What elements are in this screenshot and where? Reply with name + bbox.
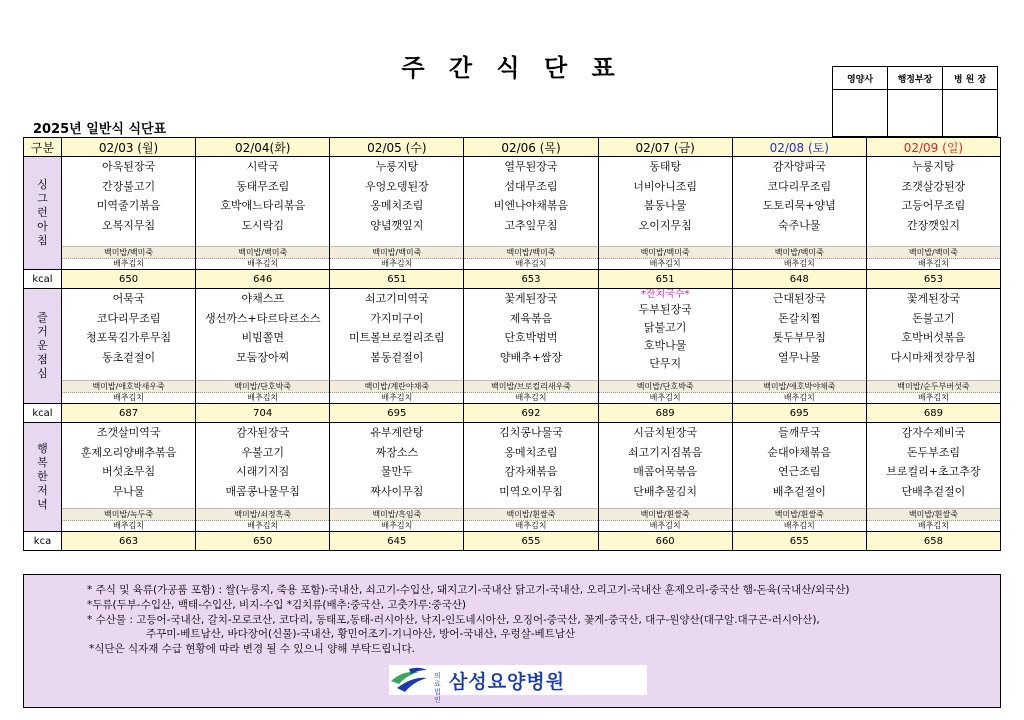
menu-item: 물만두	[380, 465, 413, 478]
kimchi: 배추김치	[464, 259, 597, 269]
menu-cell	[866, 289, 1000, 404]
meal-label	[24, 289, 62, 404]
logo-small-text: 의료법인	[434, 672, 441, 704]
kcal-row	[24, 270, 1001, 289]
kcal-value: 650	[196, 532, 330, 551]
kcal-value: 692	[464, 404, 598, 423]
weekly-menu-table	[23, 137, 1001, 551]
kcal-value: 646	[196, 270, 330, 289]
menu-item: 봄동나물	[643, 199, 687, 212]
rice-porridge: 백미밥/백미죽	[196, 246, 329, 259]
meal-name: 행복한저녁	[37, 442, 48, 511]
menu-item: 다시마채젓장무침	[890, 350, 976, 364]
kimchi: 배추김치	[464, 521, 597, 531]
menu-item: 고추잎무침	[504, 218, 558, 232]
menu-cell	[464, 157, 598, 270]
meal-label	[24, 157, 62, 270]
header-day-0: 02/03 (월)	[62, 138, 196, 157]
menu-cell	[62, 423, 196, 532]
menu-item: 매콤콩나물무침	[225, 484, 300, 498]
menu-item: 돈두부조림	[906, 445, 960, 459]
menu-item: 생선까스+타르타르소스	[204, 311, 321, 325]
menu-item: 감자된장국	[236, 426, 290, 439]
menu-item: 양념깻잎지	[370, 218, 424, 232]
kcal-label: kca	[24, 532, 62, 551]
menu-item: 열무된장국	[504, 160, 558, 173]
menu-cell	[196, 157, 330, 270]
menu-item: 가지미구이	[370, 311, 424, 325]
menu-cell	[598, 157, 732, 270]
menu-item: 너비아니조림	[633, 179, 698, 193]
menu-item: 어묵국	[112, 292, 145, 305]
kcal-value: 655	[464, 532, 598, 551]
rice-porridge: 백미밥/흰쌀죽	[464, 508, 597, 521]
logo-swoosh-icon	[389, 666, 429, 694]
kcal-value: 655	[732, 532, 866, 551]
kimchi: 배추김치	[62, 259, 195, 269]
header-day-5: 02/08 (토)	[732, 138, 866, 157]
menu-item: 감자양파국	[772, 160, 826, 173]
menu-item: 조갯살미역국	[96, 426, 161, 439]
kcal-value: 653	[866, 270, 1000, 289]
note-line-1: * 주식 및 육류(가공품 포함) : 쌀(누룽지, 죽용 포함)-국내산, 쇠고기-수입산, 돼지고기-국내산 닭고기-국내산, 오리고기-국내산 훈제오리-중국산 햄-돈육(국내산/외국산)	[87, 584, 850, 596]
menu-item: 연근조림	[778, 465, 821, 478]
kimchi: 배추김치	[330, 259, 463, 269]
kcal-row	[24, 404, 1001, 423]
header-day-4: 02/07 (금)	[598, 138, 732, 157]
menu-item: 호박버섯볶음	[901, 331, 966, 344]
rice-porridge: 백미밥/순두부버섯죽	[867, 380, 1000, 393]
menu-item: 감자수제비국	[901, 426, 966, 439]
rice-porridge: 백미밥/백미죽	[62, 246, 195, 259]
rice-porridge: 백미밥/흑임죽	[330, 508, 463, 521]
menu-item: 돈갈치찜	[778, 311, 821, 325]
kcal-value: 660	[598, 532, 732, 551]
rice-porridge: 백미밥/브로컬리새우죽	[464, 380, 597, 393]
menu-item: 봄동겉절이	[370, 350, 424, 364]
approval-box	[832, 66, 998, 137]
menu-item: 시락국	[246, 160, 279, 173]
kcal-value: 687	[62, 404, 196, 423]
menu-item: 야채스프	[241, 292, 284, 305]
kcal-value: 695	[732, 404, 866, 423]
menu-cell	[62, 157, 196, 270]
menu-item: 근대된장국	[772, 292, 826, 305]
note-line-3: * 수산물 : 고등어-국내산, 갈치-모로코산, 코다리, 동태포,동태-러시아산, 낙지-인도네시아산, 오징어-중국산, 꽃게-중국산, 대구-원양산(대구알.대구곤-러시아산),	[87, 614, 820, 626]
kcal-value: 658	[866, 532, 1000, 551]
menu-item: 꽃게된장국	[504, 292, 558, 305]
rice-porridge: 백미밥/녹두죽	[62, 508, 195, 521]
note-line-4: 주꾸미-베트남산, 바다장어(신물)-국내산, 황민어조기-기니아산, 방어-국내산, 우렁살-베트남산	[146, 628, 576, 640]
menu-item: 우불고기	[241, 445, 284, 459]
menu-item: 짜장소스	[375, 445, 419, 459]
rice-porridge: 백미밥/단호박죽	[599, 380, 732, 393]
menu-cell	[330, 157, 464, 270]
approval-sign-admin	[888, 90, 943, 137]
menu-item: 모둠장아찌	[236, 350, 290, 364]
menu-item: 도시락김	[241, 218, 284, 232]
rice-porridge: 백미밥/단호박죽	[196, 380, 329, 393]
menu-item: 유부계란탕	[370, 426, 424, 439]
kimchi: 배추김치	[867, 393, 1000, 403]
menu-item: 브로컬리+초고추장	[886, 465, 981, 478]
menu-cell	[598, 423, 732, 532]
kcal-value: 663	[62, 532, 196, 551]
header-row	[24, 138, 1001, 157]
meal-name: 싱그런아침	[37, 178, 48, 247]
menu-item: 감자채볶음	[504, 465, 558, 478]
menu-item: 톳두부무침	[772, 331, 826, 344]
approval-label-admin: 행정부장	[888, 67, 943, 90]
menu-item: 호박애느타리볶음	[220, 199, 306, 212]
menu-item: 비빔쫄면	[241, 331, 284, 344]
menu-item: 오이지무침	[638, 218, 692, 232]
kimchi: 배추김치	[599, 521, 732, 531]
special-menu-item: *잔치국수*	[640, 289, 690, 300]
menu-item: 버섯초무침	[102, 465, 156, 478]
menu-cell	[196, 289, 330, 404]
menu-item: 두부된장국	[638, 303, 692, 316]
menu-item: 우엉오뎅된장	[364, 179, 429, 193]
menu-item: 누룽지탕	[912, 160, 955, 173]
menu-item: 섬대무조림	[504, 179, 558, 193]
logo-name: 삼성요양병원	[449, 670, 566, 693]
menu-item: 동초겉절이	[102, 350, 156, 364]
header-day-2: 02/05 (수)	[330, 138, 464, 157]
menu-item: 고등어무조림	[901, 199, 966, 212]
rice-porridge: 백미밥/쇠정흑죽	[196, 508, 329, 521]
kcal-row	[24, 532, 1001, 551]
note-line-5: *식단은 식자재 수급 현황에 따라 변경 될 수 있으니 양해 부탁드립니다.	[89, 643, 415, 655]
kimchi: 배추김치	[330, 521, 463, 531]
rice-porridge: 백미밥/흰쌀죽	[733, 508, 866, 521]
rice-porridge: 백미밥/백미죽	[330, 246, 463, 259]
menu-item: 미트볼브로컬리조림	[349, 331, 445, 344]
menu-cell	[62, 289, 196, 404]
menu-item: 제육볶음	[509, 311, 553, 325]
rice-porridge: 백미밥/백미죽	[464, 246, 597, 259]
menu-item: 도토리묵+양념	[762, 199, 836, 212]
menu-item: 아욱된장국	[102, 160, 156, 173]
menu-cell	[732, 157, 866, 270]
menu-item: 쇠고기지짐볶음	[627, 445, 703, 459]
menu-item: 숙주나물	[778, 218, 821, 232]
rice-porridge: 백미밥/백미죽	[599, 246, 732, 259]
header-day-6: 02/09 (일)	[866, 138, 1000, 157]
menu-cell	[866, 423, 1000, 532]
menu-subtitle: 2025년 일반식 식단표	[33, 122, 167, 137]
menu-item: 쇠고기미역국	[364, 292, 429, 305]
kcal-label: kcal	[24, 270, 62, 289]
kimchi: 배추김치	[867, 259, 1000, 269]
rice-porridge: 백미밥/흰쌀죽	[599, 508, 732, 521]
meal-label	[24, 423, 62, 532]
menu-item: 훈제오리양배추볶음	[80, 445, 177, 459]
menu-cell	[866, 157, 1000, 270]
meal-row	[24, 289, 1001, 404]
menu-item: 단무지	[649, 357, 682, 370]
menu-item: 동태탕	[649, 160, 682, 173]
kcal-label: kcal	[24, 404, 62, 423]
kimchi: 배추김치	[62, 393, 195, 403]
kimchi: 배추김치	[464, 393, 597, 403]
hospital-logo	[389, 665, 647, 704]
kimchi: 배추김치	[196, 393, 329, 403]
kimchi: 배추김치	[867, 521, 1000, 531]
menu-item: 호박나물	[643, 339, 687, 352]
kimchi: 배추김치	[62, 521, 195, 531]
kcal-value: 648	[732, 270, 866, 289]
menu-item: 시금치된장국	[633, 426, 698, 439]
approval-label-nutritionist: 영양사	[833, 67, 888, 90]
kcal-value: 689	[598, 404, 732, 423]
menu-item: 꽃게된장국	[906, 292, 960, 305]
approval-sign-director	[943, 90, 998, 137]
menu-cell	[330, 289, 464, 404]
menu-item: 닭불고기	[643, 321, 687, 334]
menu-item: 들깨무국	[778, 426, 821, 439]
menu-cell	[732, 423, 866, 532]
menu-item: 매콤어묵볶음	[633, 465, 698, 478]
menu-item: 옹메치조림	[504, 445, 558, 459]
menu-item: 열무나물	[778, 350, 821, 364]
meal-row	[24, 157, 1001, 270]
menu-cell	[732, 289, 866, 404]
menu-item: 비엔나야채볶음	[493, 199, 569, 212]
kcal-value: 695	[330, 404, 464, 423]
menu-item: 순대야채볶음	[767, 445, 832, 459]
menu-cell	[598, 289, 732, 404]
menu-cell	[464, 289, 598, 404]
kimchi: 배추김치	[733, 259, 866, 269]
menu-item: 옹메치조림	[370, 199, 424, 212]
menu-cell	[330, 423, 464, 532]
menu-item: 시래기지짐	[236, 465, 290, 478]
menu-item: 양배추+쌈장	[499, 350, 563, 364]
kimchi: 배추김치	[599, 393, 732, 403]
approval-sign-nutritionist	[833, 90, 888, 137]
kcal-value: 704	[196, 404, 330, 423]
meal-name: 즐거운점심	[37, 311, 48, 380]
kimchi: 배추김치	[733, 521, 866, 531]
approval-label-director: 병 원 장	[943, 67, 998, 90]
page-title: 주 간 식 단 표	[401, 54, 623, 82]
kimchi: 배추김치	[196, 259, 329, 269]
kimchi: 배추김치	[330, 393, 463, 403]
menu-item: 조갯살강된장	[901, 179, 966, 193]
kcal-value: 651	[598, 270, 732, 289]
menu-item: 돈불고기	[912, 311, 955, 325]
menu-item: 단호박범벅	[504, 331, 558, 344]
kcal-value: 651	[330, 270, 464, 289]
menu-item: 배추겉절이	[772, 484, 826, 498]
kimchi: 배추김치	[733, 393, 866, 403]
kcal-value: 645	[330, 532, 464, 551]
header-day-1: 02/04(화)	[196, 138, 330, 157]
menu-item: 코다리무조림	[767, 179, 832, 193]
menu-item: 오복지무침	[102, 218, 156, 232]
menu-item: 동태무조림	[236, 179, 290, 193]
menu-item: 청포묵김가루무침	[86, 331, 172, 344]
menu-item: 미역줄기볶음	[96, 199, 161, 212]
menu-cell	[464, 423, 598, 532]
kimchi: 배추김치	[196, 521, 329, 531]
menu-item: 미역오이무침	[499, 484, 563, 498]
menu-item: 누룽지탕	[375, 160, 419, 173]
kcal-value: 689	[866, 404, 1000, 423]
kcal-value: 653	[464, 270, 598, 289]
rice-porridge: 백미밥/백미죽	[867, 246, 1000, 259]
rice-porridge: 백미밥/애호박새우죽	[62, 380, 195, 393]
menu-item: 간장불고기	[102, 179, 156, 193]
meal-row	[24, 423, 1001, 532]
menu-item: 짜사이무침	[370, 484, 424, 498]
rice-porridge: 백미밥/애호박야채죽	[733, 380, 866, 393]
menu-cell	[196, 423, 330, 532]
kimchi: 배추김치	[599, 259, 732, 269]
menu-item: 무나물	[112, 484, 145, 498]
rice-porridge: 백미밥/흰쌀죽	[867, 508, 1000, 521]
menu-item: 김치콩나물국	[499, 426, 563, 439]
rice-porridge: 백미밥/계란야채죽	[330, 380, 463, 393]
menu-item: 간장깻잎지	[906, 218, 960, 232]
header-day-3: 02/06 (목)	[464, 138, 598, 157]
menu-item: 단배추겉절이	[901, 484, 966, 498]
note-line-2: *두류(두부-수입산, 백태-수입산, 비지-수입 *김치류(배추:중국산, 고춧가루:중국산)	[87, 599, 467, 611]
menu-item: 단배추물김치	[633, 484, 698, 498]
header-corner: 구분	[24, 138, 62, 157]
menu-item: 코다리무조림	[96, 311, 161, 325]
rice-porridge: 백미밥/백미죽	[733, 246, 866, 259]
kcal-value: 650	[62, 270, 196, 289]
